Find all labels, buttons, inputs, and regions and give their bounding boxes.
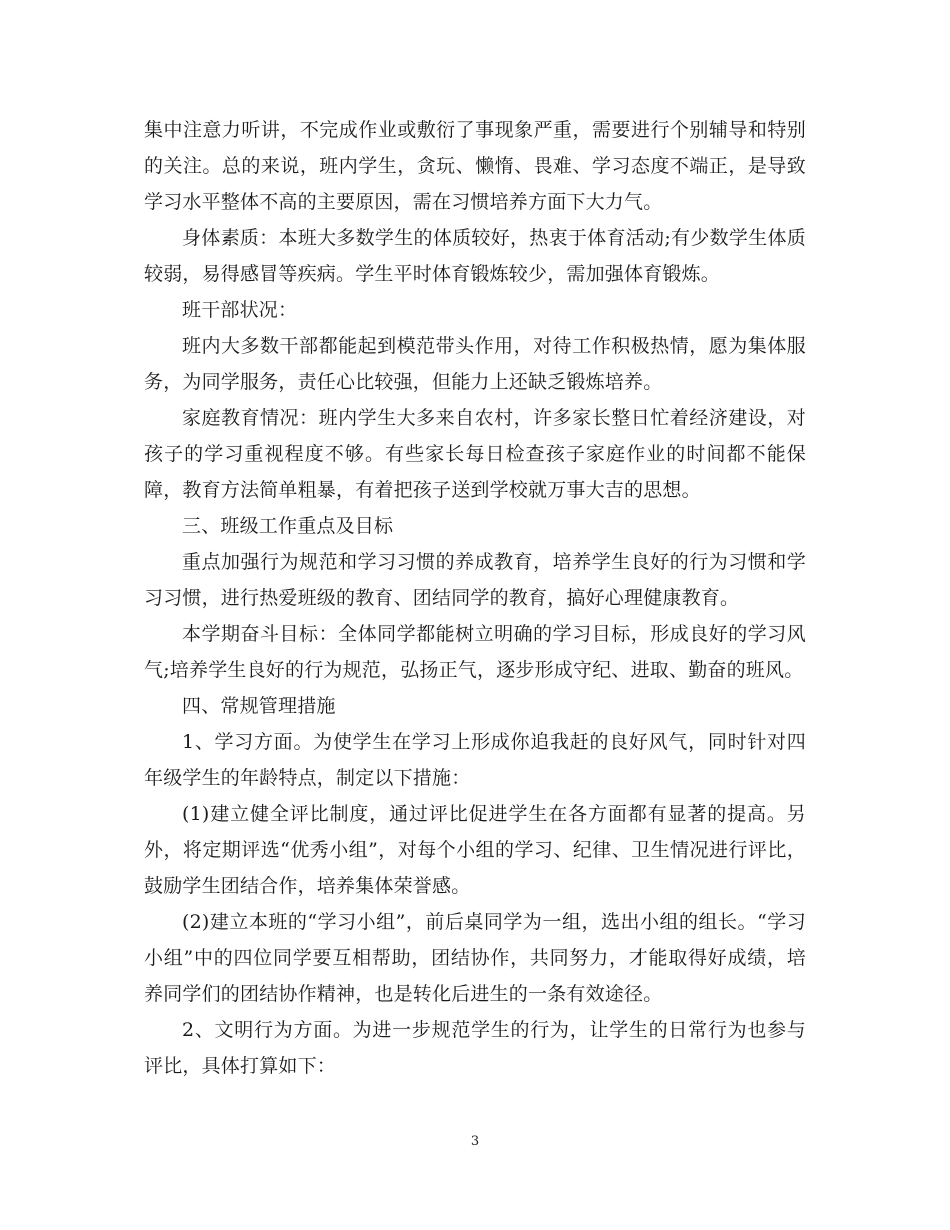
paragraph: 集中注意力听讲，不完成作业或敷衍了事现象严重，需要进行个别辅导和特别的关注。总的来说，班内学生，贪玩、懒惰、畏难、学习态度不端正，是导致学习水平整体不高的主要原因，需在习惯培养方面下大力气。 bbox=[144, 119, 806, 213]
paragraph: 身体素质：本班大多数学生的体质较好，热衷于体育活动;有少数学生体质较弱，易得感冒等疾病。学生平时体育锻炼较少，需加强体育锻炼。 bbox=[144, 227, 806, 285]
section-heading: 四、常规管理措施 bbox=[182, 695, 336, 717]
section-label: 班干部状况： bbox=[182, 299, 298, 321]
paragraph: (2)建立本班的“学习小组”，前后桌同学为一组，选出小组的组长。“学习小组”中的四位同学要互相帮助，团结协作，共同努力，才能取得好成绩，培养同学们的团结协作精神，也是转化后进生的一条有效途径。 bbox=[144, 911, 806, 1005]
paragraph: (1)建立健全评比制度，通过评比促进学生在各方面都有显著的提高。另外，将定期评选“优秀小组”，对每个小组的学习、纪律、卫生情况进行评比，鼓励学生团结合作，培养集体荣誉感。 bbox=[144, 803, 806, 897]
section-heading: 三、班级工作重点及目标 bbox=[182, 515, 394, 537]
paragraph: 本学期奋斗目标：全体同学都能树立明确的学习目标，形成良好的学习风气;培养学生良好的行为规范，弘扬正气，逐步形成守纪、进取、勤奋的班风。 bbox=[144, 623, 806, 681]
page-number: 3 bbox=[470, 1134, 480, 1149]
paragraph: 班内大多数干部都能起到模范带头作用，对待工作积极热情，愿为集体服务，为同学服务，责任心比较强，但能力上还缺乏锻炼培养。 bbox=[144, 335, 806, 393]
paragraph: 2、文明行为方面。为进一步规范学生的行为，让学生的日常行为也参与评比，具体打算如下： bbox=[144, 1019, 806, 1077]
paragraph: 家庭教育情况：班内学生大多来自农村，许多家长整日忙着经济建设，对孩子的学习重视程度不够。有些家长每日检查孩子家庭作业的时间都不能保障，教育方法简单粗暴，有着把孩子送到学校就万事大吉的思想。 bbox=[144, 407, 806, 501]
paragraph: 1、学习方面。为使学生在学习上形成你追我赶的良好风气，同时针对四年级学生的年龄特点，制定以下措施： bbox=[144, 731, 806, 789]
document-body bbox=[144, 112, 806, 1084]
paragraph: 重点加强行为规范和学习习惯的养成教育，培养学生良好的行为习惯和学习习惯，进行热爱班级的教育、团结同学的教育，搞好心理健康教育。 bbox=[144, 551, 806, 609]
